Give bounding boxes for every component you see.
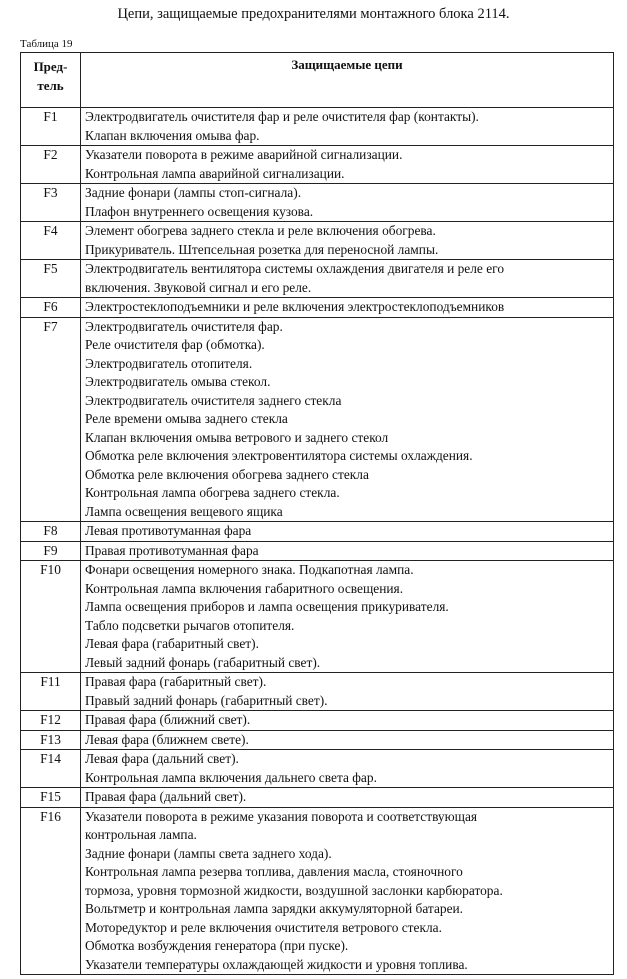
protected-circuits [81,711,614,731]
table-row [21,184,614,222]
circuit-line: Табло подсветки рычагов отопителя. [85,617,295,633]
circuit-line: Клапан включения омыва ветрового и заднего стекол [85,429,389,445]
circuit-line: включения. Звуковой сигнал и его реле. [85,279,312,295]
circuit-line: Электродвигатель очистителя фар и реле очистителя фар (контакты). [85,109,479,124]
circuit-line: Правая противотуманная фара [85,542,259,558]
circuit-line: Контрольная лампа включения дальнего света фар. [85,769,377,785]
protected-circuits [81,522,614,542]
circuit-line: Правая фара (дальний свет). [85,789,247,804]
circuit-line: Указатели поворота в режиме аварийной сигнализации. [85,147,403,162]
protected-circuits [81,788,614,808]
protected-circuits [81,317,614,522]
circuit-line: Контрольная лампа резерва топлива, давления масла, стояночного [85,864,463,879]
protected-circuits [81,561,614,673]
header-circuits: Защищаемые цепи [81,53,614,108]
circuit-line: Обмотка реле включения обогрева заднего стекла [85,466,369,482]
circuit-line: Вольтметр и контрольная лампа зарядки аккумуляторной батареи. [85,901,464,916]
protected-circuits [81,730,614,750]
circuit-line: Задние фонари (лампы света заднего хода). [85,845,332,861]
table-row [21,561,614,673]
circuit-line: Указатели поворота в режиме указания поворота и соответствующая [85,808,478,824]
fuse-id: F2 [21,146,81,184]
circuit-line: Элемент обогрева заднего стекла и реле включения обогрева. [85,223,436,238]
protected-circuits [81,146,614,184]
table-row [21,522,614,542]
table-row [21,673,614,711]
protected-circuits [81,184,614,222]
circuit-line: Электродвигатель отопителя. [85,355,253,371]
fuse-table [20,52,614,975]
circuit-line: Моторедуктор и реле включения очистителя ветрового стекла. [85,919,442,935]
protected-circuits [81,108,614,146]
fuse-id: F5 [21,260,81,298]
fuse-id: F13 [21,730,81,750]
table-row [21,298,614,318]
protected-circuits [81,260,614,298]
fuse-id: F15 [21,788,81,808]
circuit-line: Реле времени омыва заднего стекла [85,411,288,426]
document-title: Цепи, защищаемые предохранителями монтажного блока 2114. [117,6,510,22]
circuit-line: Контрольная лампа обогрева заднего стекла. [85,485,340,500]
circuit-line: тормоза, уровня тормозной жидкости, воздушной заслонки карбюратора. [85,882,503,898]
circuit-line: Электростеклоподъемники и реле включения электростеклоподъемников [85,299,505,314]
circuit-line: Плафон внутреннего освещения кузова. [85,203,314,219]
circuit-line: Обмотка реле включения электровентилятора системы охлаждения. [85,448,473,463]
table-row [21,222,614,260]
circuit-line: Клапан включения омыва фар. [85,127,260,143]
table-row [21,541,614,561]
circuit-line: Правый задний фонарь (габаритный свет). [85,692,328,708]
circuit-line: Лампа освещения вещевого ящика [85,503,283,519]
circuit-line: Лампа освещения приборов и лампа освещения прикуривателя. [85,599,449,614]
table-row [21,108,614,146]
table-caption: Таблица 19 [20,38,73,50]
table-row [21,788,614,808]
circuit-line: Электродвигатель очистителя заднего стекла [85,392,342,408]
fuse-id: F12 [21,711,81,731]
circuit-line: Электродвигатель омыва стекол. [85,374,271,389]
circuit-line: Контрольная лампа аварийной сигнализации. [85,165,345,181]
fuse-id: F8 [21,522,81,542]
circuit-line: Левая фара (ближнем свете). [85,731,249,747]
fuse-id: F9 [21,541,81,561]
fuse-id: F1 [21,108,81,146]
circuit-line: Прикуриватель. Штепсельная розетка для переносной лампы. [85,241,439,257]
fuse-id: F14 [21,750,81,788]
table-header-row [21,53,614,108]
circuit-line: Левый задний фонарь (габаритный свет). [85,654,321,670]
circuit-line: контрольная лампа. [85,827,197,842]
table-row [21,750,614,788]
protected-circuits [81,807,614,975]
fuse-id: F3 [21,184,81,222]
protected-circuits [81,298,614,318]
circuit-line: Обмотка возбуждения генератора (при пуске). [85,938,349,953]
circuit-line: Левая противотуманная фара [85,523,252,538]
circuit-line: Правая фара (габаритный свет). [85,674,267,689]
circuit-line: Реле очистителя фар (обмотка). [85,337,265,352]
circuit-line: Электродвигатель очистителя фар. [85,318,283,334]
circuit-line: Фонари освещения номерного знака. Подкапотная лампа. [85,562,414,577]
circuit-line: Задние фонари (лампы стоп-сигнала). [85,185,302,200]
table-row [21,730,614,750]
circuit-line: Правая фара (ближний свет). [85,712,251,727]
header-fuse: Пред-тель [21,53,81,108]
fuse-id: F11 [21,673,81,711]
table-row [21,317,614,522]
table-row [21,807,614,975]
protected-circuits [81,750,614,788]
fuse-id: F6 [21,298,81,318]
fuse-id: F10 [21,561,81,673]
table-row [21,260,614,298]
protected-circuits [81,673,614,711]
circuit-line: Контрольная лампа включения габаритного освещения. [85,580,404,596]
circuit-line: Указатели температуры охлаждающей жидкости и уровня топлива. [85,956,468,972]
protected-circuits [81,541,614,561]
table-body [21,108,614,975]
fuse-id: F7 [21,317,81,522]
circuit-line: Левая фара (габаритный свет). [85,636,259,651]
fuse-id: F16 [21,807,81,975]
table-row [21,711,614,731]
circuit-line: Левая фара (дальний свет). [85,751,239,766]
fuse-id: F4 [21,222,81,260]
protected-circuits [81,222,614,260]
circuit-line: Электродвигатель вентилятора системы охлаждения двигателя и реле его [85,261,505,276]
table-row [21,146,614,184]
